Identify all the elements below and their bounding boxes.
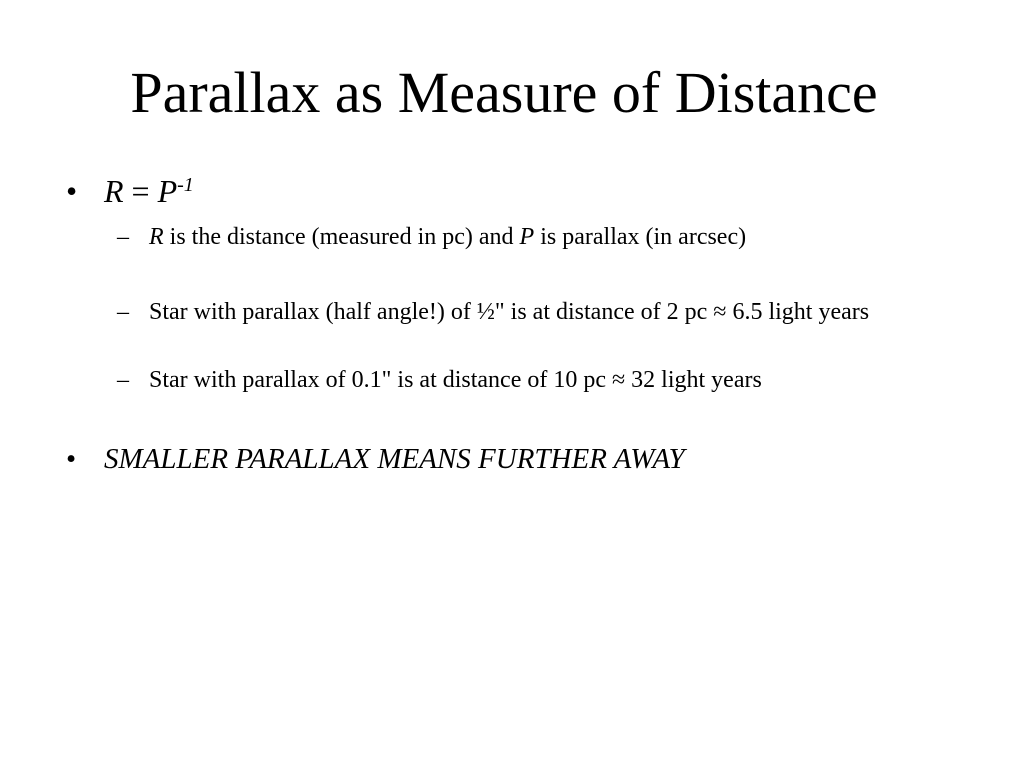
formula-text xyxy=(104,172,194,210)
definition-middle: is the distance (measured in pc) and xyxy=(163,224,520,250)
conclusion-text: SMALLER PARALLAX MEANS FURTHER AWAY xyxy=(104,443,685,475)
slide-title: Parallax as Measure of Distance xyxy=(130,60,878,125)
definition-subbullet xyxy=(117,222,947,252)
definition-var-p: P xyxy=(519,224,535,250)
dash-marker: – xyxy=(117,299,129,325)
example-2-subbullet xyxy=(117,365,947,395)
example-1-subbullet xyxy=(117,297,947,327)
bullet-marker: • xyxy=(66,173,78,209)
definition-tail: is parallax (in arcsec) xyxy=(534,224,747,250)
definition-text xyxy=(149,222,947,252)
example-1-text: Star with parallax (half angle!) of ½" is at distance of 2 pc ≈ 6.5 light years xyxy=(149,299,870,325)
formula-lhs: R xyxy=(104,173,124,209)
formula-exponent: -1 xyxy=(177,174,194,196)
definition-var-r: R xyxy=(149,224,164,250)
dash-marker: – xyxy=(117,224,129,250)
formula-equals: = xyxy=(123,173,158,209)
example-2-text: Star with parallax of 0.1" is at distance of 10 pc ≈ 32 light years xyxy=(149,367,762,393)
dash-marker: – xyxy=(117,367,129,393)
bullet-marker: • xyxy=(66,443,77,475)
formula-base: P xyxy=(157,173,178,209)
